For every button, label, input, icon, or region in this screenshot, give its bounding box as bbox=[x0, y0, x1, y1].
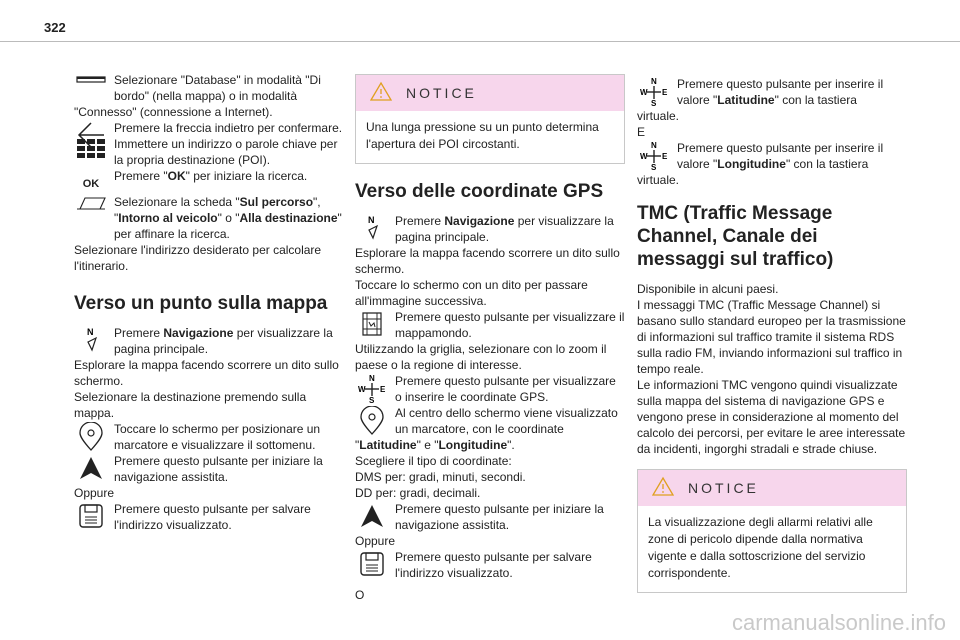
nav-text-a: Premere bbox=[114, 326, 164, 340]
gps-coords-text: Premere questo pulsante per visualizzare o inserire le coordinate GPS. bbox=[395, 374, 616, 404]
notice-box-2 bbox=[637, 469, 907, 593]
tmc-display-text: Le informazioni TMC vengono quindi visualizzate sulla mappa del sistema di navigazione GPS e vengono prese in considerazione al momento del calcolo dei percorsi, per evitare le aree interessate da incidenti, ingorghi stradali e strade chiuse. bbox=[637, 378, 906, 456]
tab-text-d: Intorno al veicolo bbox=[118, 211, 218, 225]
latitude-step bbox=[637, 76, 907, 124]
tab-text-c: ", " bbox=[114, 195, 321, 225]
start-nav-step bbox=[74, 453, 344, 485]
section-title-tmc: TMC (Traffic Message Channel, Canale dei messaggi sul traffico) bbox=[637, 203, 834, 270]
page-number: 322 bbox=[44, 20, 66, 35]
gps-nav-text-c: per visualizzare la pagina principale. bbox=[395, 214, 614, 244]
svg-text:N: N bbox=[87, 327, 94, 337]
select-address-text: Selezionare l'indirizzo desiderato per calcolare l'itinerario. bbox=[74, 243, 322, 273]
lat-text-b: Latitudine bbox=[717, 93, 775, 107]
notice-header bbox=[356, 75, 624, 111]
save-icon bbox=[357, 550, 387, 576]
and-text: E bbox=[637, 125, 646, 139]
svg-text:W: W bbox=[640, 152, 648, 161]
svg-text:S: S bbox=[369, 396, 375, 404]
gps-save-text: Premere questo pulsante per salvare l'indirizzo visualizzato. bbox=[395, 550, 592, 580]
save-icon bbox=[76, 502, 106, 528]
tab-text-b: Sul percorso bbox=[239, 195, 314, 209]
ok-text-a: Premere " bbox=[114, 169, 168, 183]
gps-nav-step bbox=[355, 213, 625, 245]
ok-text-c: " per iniziare la ricerca. bbox=[185, 169, 308, 183]
gps-nav-text-a: Premere bbox=[395, 214, 445, 228]
lat-text-d: virtuale. bbox=[637, 109, 680, 123]
nav-text-b: Navigazione bbox=[163, 326, 234, 340]
section-title-map-point: Verso un punto sulla mappa bbox=[74, 293, 328, 314]
save-text: Premere questo pulsante per salvare l'indirizzo visualizzato. bbox=[114, 502, 311, 532]
start-navigation-icon bbox=[76, 454, 106, 480]
lat-lon-line: "Latitudine" e "Longitudine". bbox=[355, 438, 515, 452]
location-marker-icon bbox=[357, 406, 387, 432]
lat-text-c: " con la tastiera bbox=[774, 93, 857, 107]
gps-explore-text: Esplorare la mappa facendo scorrere un dito sullo schermo. bbox=[355, 246, 620, 276]
tab-text-g: " per affinare la ricerca. bbox=[114, 211, 342, 241]
ok-step bbox=[74, 168, 344, 190]
gps-coords-step bbox=[355, 373, 625, 405]
compass-icon bbox=[639, 141, 669, 171]
world-map-icon bbox=[357, 310, 387, 336]
gps-start-nav-step bbox=[355, 501, 625, 533]
svg-text:E: E bbox=[662, 88, 668, 97]
or-text: Oppure bbox=[74, 486, 115, 500]
globe-text: Premere questo pulsante per visualizzare il mappamondo. bbox=[395, 310, 625, 340]
dd-text: DD per: gradi, decimali. bbox=[355, 486, 481, 500]
gps-touch-text: Toccare lo schermo con un dito per passare all'immagine successiva. bbox=[355, 278, 588, 308]
save-step bbox=[74, 501, 344, 533]
notice-title: NOTICE bbox=[406, 85, 477, 101]
lat-text-a: Premere questo pulsante per inserire il valore " bbox=[677, 77, 884, 107]
back-step bbox=[74, 120, 344, 136]
database-step bbox=[74, 72, 344, 120]
database-text: Selezionare "Database" in modalità "Di bordo" (nella mappa) o in modalità bbox=[114, 73, 321, 103]
notice-title-2: NOTICE bbox=[688, 480, 759, 496]
tab-text-e: " o " bbox=[217, 211, 240, 225]
grid-text: Utilizzando la griglia, selezionare con lo zoom il paese o la regione di interesse. bbox=[355, 342, 607, 372]
marker-text: Toccare lo schermo per posizionare un marcatore e visualizzare il sottomenu. bbox=[114, 422, 321, 452]
tmc-available-text: Disponibile in alcuni paesi. bbox=[637, 282, 779, 296]
gps-nav-text-b: Navigazione bbox=[444, 214, 515, 228]
svg-text:E: E bbox=[662, 152, 668, 161]
header-rule bbox=[0, 41, 960, 42]
database-text-2: "Connesso" (connessione a Internet). bbox=[74, 105, 273, 119]
svg-text:S: S bbox=[651, 163, 657, 171]
section-title-gps: Verso delle coordinate GPS bbox=[355, 181, 604, 202]
tmc-standard-text: I messaggi TMC (Traffic Message Channel) si basano sullo standard europeo per la trasmissione di informazioni sul traffico tramite il sistema RDS sulla radio FM, inviando informazioni sul traffico in tempo reale. bbox=[637, 298, 906, 376]
tab-icon bbox=[76, 195, 106, 221]
watermark: carmanualsonline.info bbox=[731, 610, 946, 635]
compass-icon bbox=[639, 77, 669, 107]
gps-o-text: O bbox=[355, 588, 365, 602]
keyboard-icon bbox=[76, 137, 106, 163]
select-dest-text: Selezionare la destinazione premendo sulla mappa. bbox=[74, 390, 307, 420]
menu-bar-icon bbox=[76, 73, 106, 99]
coord-type-text: Scegliere il tipo di coordinate: bbox=[355, 454, 512, 468]
globe-step bbox=[355, 309, 625, 341]
start-nav-text: Premere questo pulsante per iniziare la navigazione assistita. bbox=[114, 454, 323, 484]
compass-icon bbox=[357, 374, 387, 404]
nav-text-c: per visualizzare la pagina principale. bbox=[114, 326, 333, 356]
gps-or-text: Oppure bbox=[355, 534, 396, 548]
notice-body-2: La visualizzazione degli allarmi relativi alle zone di pericolo dipende dalla normativa vigente e dalla sottoscrizione del servizio corrispondente. bbox=[648, 515, 873, 580]
keyboard-step bbox=[74, 136, 344, 168]
explore-text: Esplorare la mappa facendo scorrere un dito sullo schermo. bbox=[74, 358, 339, 388]
navigation-icon bbox=[357, 214, 387, 240]
gps-save-step bbox=[355, 549, 625, 581]
notice-header-2 bbox=[638, 470, 906, 506]
lon-text-c: " con la tastiera bbox=[785, 157, 869, 171]
svg-text:N: N bbox=[651, 141, 657, 150]
dms-text: DMS per: gradi, minuti, secondi. bbox=[355, 470, 526, 484]
keyboard-text: Immettere un indirizzo o parole chiave per la propria destinazione (POI). bbox=[114, 137, 338, 167]
longitude-step bbox=[637, 140, 907, 188]
nav-step bbox=[74, 325, 344, 357]
warning-icon bbox=[370, 81, 392, 105]
lon-text-b: Longitudine bbox=[717, 157, 786, 171]
column-2 bbox=[355, 74, 625, 603]
column-3 bbox=[637, 76, 907, 605]
notice-box bbox=[355, 74, 625, 164]
svg-text:N: N bbox=[369, 374, 375, 383]
marker-step bbox=[74, 421, 344, 453]
svg-text:S: S bbox=[651, 99, 657, 107]
ok-text-b: OK bbox=[167, 169, 186, 183]
tab-text-a: Selezionare la scheda " bbox=[114, 195, 240, 209]
navigation-icon bbox=[76, 326, 106, 352]
start-navigation-icon bbox=[357, 502, 387, 528]
column-1 bbox=[74, 72, 344, 533]
gps-start-nav-text: Premere questo pulsante per iniziare la navigazione assistita. bbox=[395, 502, 604, 532]
svg-text:E: E bbox=[380, 385, 386, 394]
marker-center-text: Al centro dello schermo viene visualizzato un marcatore, con le coordinate bbox=[395, 406, 618, 436]
tab-text-f: Alla destinazione bbox=[239, 211, 338, 225]
svg-text:N: N bbox=[651, 77, 657, 86]
marker-center-step bbox=[355, 405, 625, 453]
tab-step bbox=[74, 194, 344, 242]
ok-icon: OK bbox=[82, 178, 100, 190]
warning-icon bbox=[652, 476, 674, 500]
svg-text:W: W bbox=[358, 385, 366, 394]
lon-text-a: Premere questo pulsante per inserire il valore " bbox=[677, 141, 884, 171]
lon-text-d: virtuale. bbox=[637, 173, 680, 187]
back-text: Premere la freccia indietro per confermare. bbox=[114, 121, 343, 135]
notice-body: Una lunga pressione su un punto determina l'apertura dei POI circostanti. bbox=[366, 120, 599, 151]
svg-text:W: W bbox=[640, 88, 648, 97]
svg-text:N: N bbox=[368, 215, 375, 225]
location-marker-icon bbox=[76, 422, 106, 448]
